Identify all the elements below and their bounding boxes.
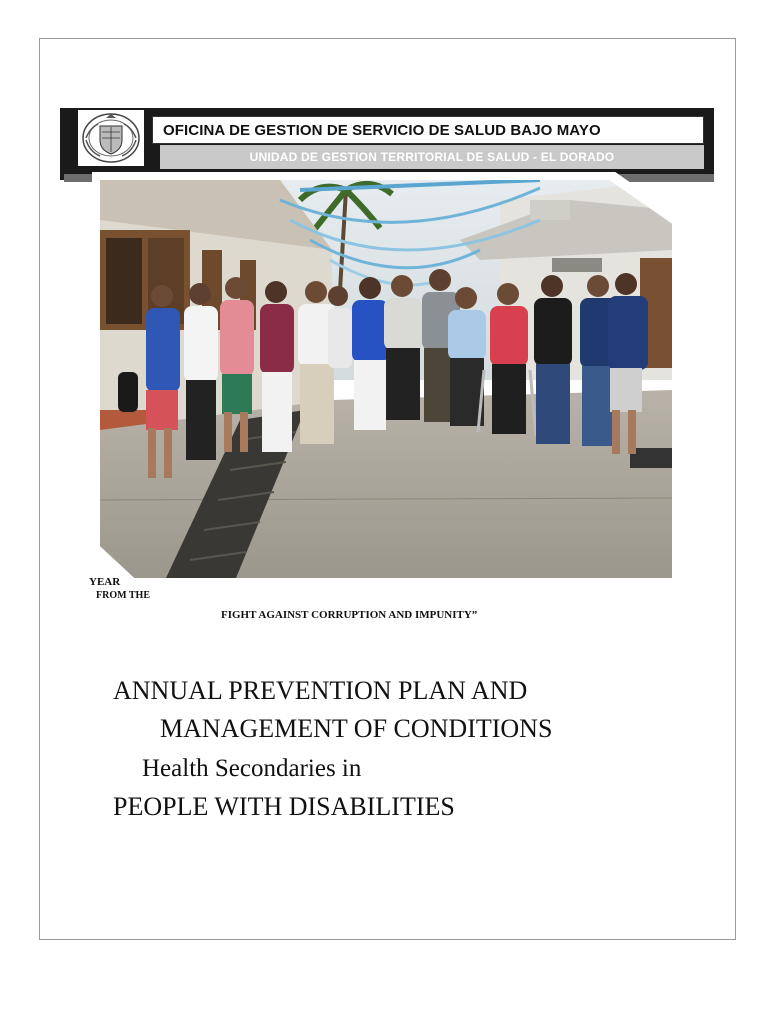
- motto-year: YEAR: [89, 576, 121, 588]
- logo: [78, 110, 144, 166]
- office-title: OFICINA DE GESTION DE SERVICIO DE SALUD BAJO MAYO: [152, 116, 704, 144]
- document-title-line3: Health Secondaries in: [142, 755, 362, 782]
- coat-of-arms-icon: [78, 110, 144, 166]
- motto-from-the: FROM THE: [96, 590, 150, 601]
- document-title-line1: ANNUAL PREVENTION PLAN AND: [113, 676, 528, 705]
- office-subtitle: UNIDAD DE GESTION TERRITORIAL DE SALUD - EL DORADO: [160, 145, 704, 169]
- motto-fight: FIGHT AGAINST CORRUPTION AND IMPUNITY”: [221, 609, 478, 621]
- group-photo: [100, 180, 672, 578]
- group-photo-illustration: [100, 180, 672, 578]
- document-title-line2: MANAGEMENT OF CONDITIONS: [160, 714, 553, 743]
- document-title-line4: PEOPLE WITH DISABILITIES: [113, 792, 455, 821]
